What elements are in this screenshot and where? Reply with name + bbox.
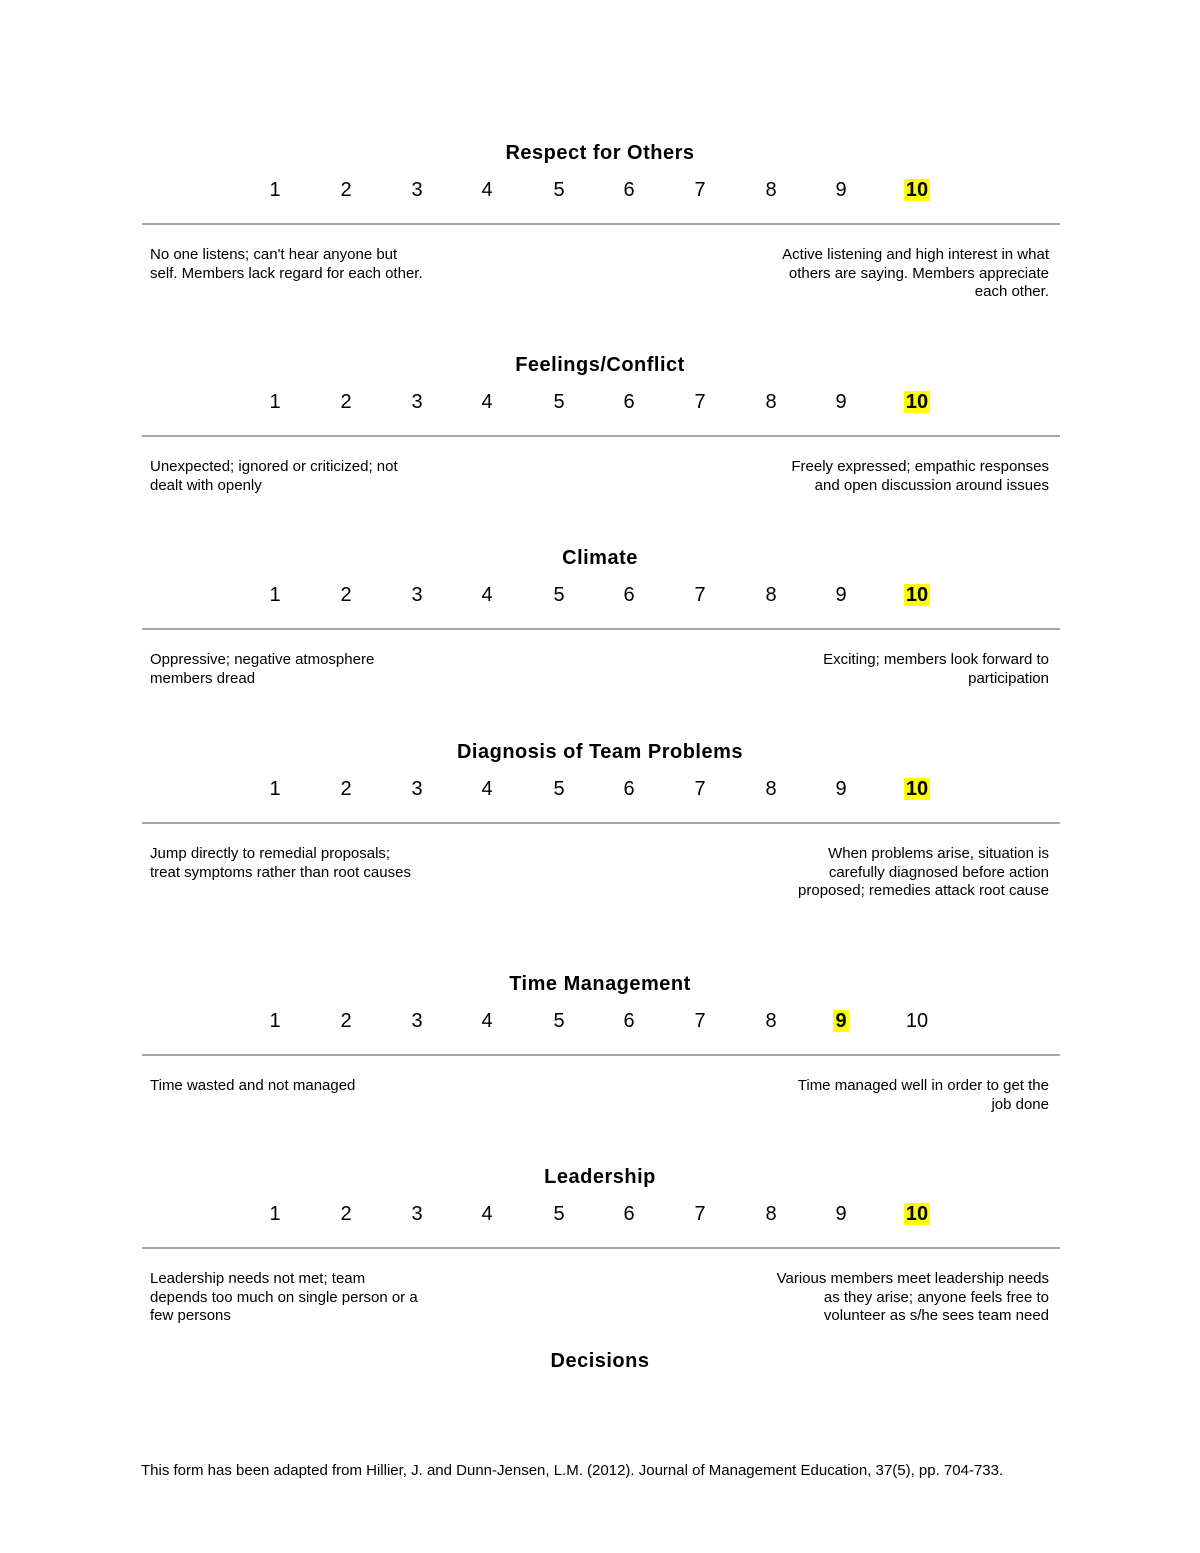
scale-option-1[interactable]: [255, 177, 295, 203]
scale-option-9[interactable]: [821, 776, 861, 802]
scale-number: 1: [269, 391, 281, 413]
section-title: Respect for Others: [505, 142, 695, 164]
scale-option-8[interactable]: [751, 582, 791, 608]
scale-option-4[interactable]: [467, 1008, 507, 1034]
scale-number: 1: [269, 584, 281, 606]
scale-option-9[interactable]: [821, 1008, 861, 1034]
selected-rating-highlight: 10: [905, 1203, 929, 1225]
scale-option-10[interactable]: [897, 389, 937, 415]
scale-number: 9: [835, 391, 847, 413]
description-line: Jump directly to remedial proposals;: [150, 845, 391, 862]
rating-scale: [0, 776, 1200, 802]
scale-option-8[interactable]: [751, 177, 791, 203]
scale-number: 3: [411, 1010, 423, 1032]
description-line: members dread: [150, 669, 256, 687]
section-title: Climate: [562, 547, 638, 569]
divider: [142, 822, 1060, 824]
selected-rating-highlight: 10: [905, 584, 929, 606]
low-anchor-description: [150, 458, 450, 495]
scale-number: 10: [905, 1010, 929, 1032]
description-line: Time managed well in order to get the: [797, 1077, 1049, 1094]
scale-option-4[interactable]: [467, 1201, 507, 1227]
scale-number: 5: [553, 778, 565, 800]
rating-section: [0, 740, 1200, 930]
scale-number: 7: [694, 391, 706, 413]
scale-option-3[interactable]: [397, 776, 437, 802]
scale-option-4[interactable]: [467, 776, 507, 802]
scale-number: 5: [553, 179, 565, 201]
scale-number: 9: [835, 778, 847, 800]
section-title-decisions: Decisions: [550, 1350, 650, 1372]
scale-number: 1: [269, 179, 281, 201]
scale-number: 6: [623, 584, 635, 606]
selected-rating-highlight: 10: [905, 179, 929, 201]
scale-number: 8: [765, 584, 777, 606]
rating-section: [0, 353, 1200, 543]
description-line: self. Members lack regard for each other.: [150, 264, 423, 282]
description-line: Leadership needs not met; team: [150, 1270, 366, 1287]
scale-number: 5: [553, 391, 565, 413]
rating-scale: [0, 389, 1200, 415]
scale-option-7[interactable]: [680, 389, 720, 415]
scale-option-5[interactable]: [539, 177, 579, 203]
description-line: Exciting; members look forward to: [823, 651, 1049, 668]
scale-number: 3: [411, 778, 423, 800]
rating-scale: [0, 1008, 1200, 1034]
rating-section: [0, 972, 1200, 1162]
scale-number: 1: [269, 778, 281, 800]
scale-option-9[interactable]: [821, 582, 861, 608]
scale-option-10[interactable]: [897, 1008, 937, 1034]
description-line: few persons: [150, 1307, 231, 1324]
rating-scale: [0, 177, 1200, 203]
scale-number: 6: [623, 179, 635, 201]
scale-option-2[interactable]: [326, 389, 366, 415]
scale-number: 7: [694, 778, 706, 800]
scale-number: 4: [481, 179, 493, 201]
scale-option-4[interactable]: [467, 582, 507, 608]
scale-option-2[interactable]: [326, 1008, 366, 1034]
section-title: Diagnosis of Team Problems: [456, 741, 744, 763]
scale-number: 4: [481, 778, 493, 800]
low-anchor-description: [150, 246, 450, 283]
scale-number: 6: [623, 1010, 635, 1032]
divider: [142, 435, 1060, 437]
description-line: Time wasted and not managed: [150, 1077, 356, 1094]
low-anchor-description: [150, 651, 450, 688]
description-line: others are saying. Members appreciate: [788, 264, 1049, 282]
scale-number: 9: [835, 584, 847, 606]
description-line: volunteer as s/he sees team need: [823, 1307, 1049, 1324]
scale-number: 6: [623, 1203, 635, 1225]
description-line: each other.: [974, 283, 1049, 300]
section-title: Leadership: [544, 1166, 656, 1188]
scale-option-8[interactable]: [751, 776, 791, 802]
section-title: Time Management: [509, 973, 691, 995]
scale-number: 1: [269, 1203, 281, 1225]
scale-option-3[interactable]: [397, 1008, 437, 1034]
scale-option-3[interactable]: [397, 177, 437, 203]
scale-option-10[interactable]: [897, 1201, 937, 1227]
scale-option-8[interactable]: [751, 1008, 791, 1034]
high-anchor-description: [749, 246, 1049, 302]
scale-option-1[interactable]: [255, 776, 295, 802]
scale-number: 3: [411, 584, 423, 606]
scale-option-6[interactable]: [609, 582, 649, 608]
scale-option-9[interactable]: [821, 177, 861, 203]
selected-rating-highlight: 9: [835, 1010, 847, 1032]
description-line: depends too much on single person or a: [150, 1288, 418, 1306]
scale-number: 9: [835, 1203, 847, 1225]
scale-option-5[interactable]: [539, 1201, 579, 1227]
scale-number: 6: [623, 778, 635, 800]
scale-option-7[interactable]: [680, 582, 720, 608]
scale-option-1[interactable]: [255, 1201, 295, 1227]
description-line: dealt with openly: [150, 476, 262, 494]
section-title: Feelings/Conflict: [515, 354, 685, 376]
scale-number: 4: [481, 1203, 493, 1225]
scale-option-5[interactable]: [539, 1008, 579, 1034]
scale-option-10[interactable]: [897, 776, 937, 802]
scale-option-1[interactable]: [255, 582, 295, 608]
scale-option-5[interactable]: [539, 389, 579, 415]
description-line: job done: [991, 1095, 1049, 1113]
description-line: treat symptoms rather than root causes: [150, 863, 411, 881]
scale-option-10[interactable]: [897, 582, 937, 608]
scale-number: 7: [694, 1203, 706, 1225]
rating-section: [0, 546, 1200, 736]
divider: [142, 1247, 1060, 1249]
scale-number: 7: [694, 1010, 706, 1032]
rating-section: [0, 1165, 1200, 1355]
scale-option-7[interactable]: [680, 1008, 720, 1034]
description-line: participation: [968, 669, 1049, 687]
scale-option-6[interactable]: [609, 1201, 649, 1227]
description-line: When problems arise, situation is: [828, 845, 1049, 862]
description-line: proposed; remedies attack root cause: [798, 882, 1049, 899]
rating-scale: [0, 1201, 1200, 1227]
rating-scale: [0, 582, 1200, 608]
scale-option-3[interactable]: [397, 582, 437, 608]
description-line: No one listens; can't hear anyone but: [150, 246, 398, 263]
scale-option-4[interactable]: [467, 177, 507, 203]
description-line: Oppressive; negative atmosphere: [150, 651, 375, 668]
scale-option-2[interactable]: [326, 582, 366, 608]
scale-number: 7: [694, 584, 706, 606]
scale-option-10[interactable]: [897, 177, 937, 203]
selected-rating-highlight: 10: [905, 391, 929, 413]
description-line: carefully diagnosed before action: [828, 863, 1049, 881]
scale-number: 8: [765, 391, 777, 413]
scale-number: 8: [765, 1203, 777, 1225]
scale-number: 4: [481, 391, 493, 413]
scale-number: 3: [411, 1203, 423, 1225]
scale-option-6[interactable]: [609, 776, 649, 802]
scale-number: 2: [340, 1010, 352, 1032]
scale-number: 8: [765, 1010, 777, 1032]
scale-number: 3: [411, 179, 423, 201]
divider: [142, 628, 1060, 630]
divider: [142, 1054, 1060, 1056]
scale-number: 9: [835, 179, 847, 201]
rating-section: [0, 141, 1200, 331]
scale-option-1[interactable]: [255, 389, 295, 415]
scale-option-3[interactable]: [397, 1201, 437, 1227]
citation-footer: This form has been adapted from Hillier, J. and Dunn-Jensen, L.M. (2012). Journal of Management Education, 37(5), pp. 704-733.: [141, 1462, 1004, 1479]
scale-option-1[interactable]: [255, 1008, 295, 1034]
scale-option-9[interactable]: [821, 389, 861, 415]
high-anchor-description: [749, 1077, 1049, 1114]
low-anchor-description: [150, 845, 450, 882]
scale-number: 5: [553, 1203, 565, 1225]
description-line: and open discussion around issues: [814, 476, 1049, 494]
description-line: Unexpected; ignored or criticized; not: [150, 458, 398, 475]
high-anchor-description: [749, 845, 1049, 901]
scale-option-2[interactable]: [326, 776, 366, 802]
scale-number: 7: [694, 179, 706, 201]
scale-number: 8: [765, 778, 777, 800]
low-anchor-description: [150, 1270, 450, 1326]
scale-number: 3: [411, 391, 423, 413]
scale-option-7[interactable]: [680, 1201, 720, 1227]
divider: [142, 223, 1060, 225]
description-line: Various members meet leadership needs: [776, 1270, 1049, 1287]
scale-option-6[interactable]: [609, 1008, 649, 1034]
selected-rating-highlight: 10: [905, 778, 929, 800]
scale-option-5[interactable]: [539, 776, 579, 802]
scale-number: 5: [553, 584, 565, 606]
scale-option-5[interactable]: [539, 582, 579, 608]
scale-number: 2: [340, 179, 352, 201]
scale-option-4[interactable]: [467, 389, 507, 415]
description-line: Active listening and high interest in what: [782, 246, 1049, 263]
scale-number: 4: [481, 584, 493, 606]
scale-option-3[interactable]: [397, 389, 437, 415]
scale-option-7[interactable]: [680, 776, 720, 802]
high-anchor-description: [749, 651, 1049, 688]
scale-option-6[interactable]: [609, 177, 649, 203]
scale-option-8[interactable]: [751, 389, 791, 415]
high-anchor-description: [749, 1270, 1049, 1326]
scale-number: 2: [340, 584, 352, 606]
scale-option-2[interactable]: [326, 177, 366, 203]
scale-option-2[interactable]: [326, 1201, 366, 1227]
scale-number: 1: [269, 1010, 281, 1032]
scale-number: 2: [340, 778, 352, 800]
scale-option-6[interactable]: [609, 389, 649, 415]
scale-number: 2: [340, 391, 352, 413]
scale-number: 4: [481, 1010, 493, 1032]
scale-number: 5: [553, 1010, 565, 1032]
scale-number: 2: [340, 1203, 352, 1225]
low-anchor-description: [150, 1077, 450, 1096]
scale-option-9[interactable]: [821, 1201, 861, 1227]
high-anchor-description: [749, 458, 1049, 495]
scale-option-7[interactable]: [680, 177, 720, 203]
description-line: as they arise; anyone feels free to: [823, 1288, 1049, 1306]
scale-number: 8: [765, 179, 777, 201]
description-line: Freely expressed; empathic responses: [791, 458, 1049, 475]
scale-option-8[interactable]: [751, 1201, 791, 1227]
scale-number: 6: [623, 391, 635, 413]
